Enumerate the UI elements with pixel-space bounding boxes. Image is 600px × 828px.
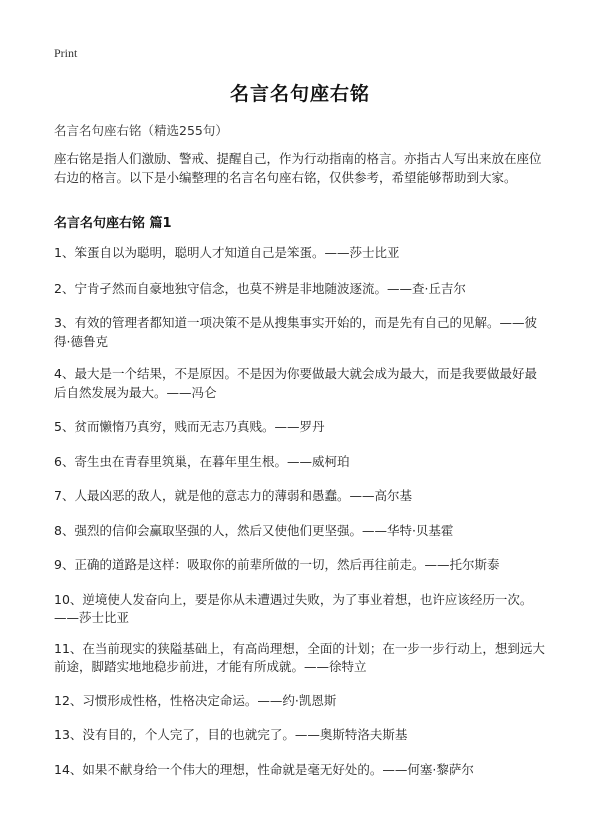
quote-item: 7、人最凶恶的敌人，就是他的意志力的薄弱和愚蠢。——高尔基 [54, 488, 412, 503]
quote-item: 4、最大是一个结果，不是原因。不是因为你要做最大就会成为最大，而是我要做最好最后自然发展为最大。——冯仑 [54, 366, 537, 400]
quote-list [54, 244, 548, 779]
page-title: 名言名句座右铭 [229, 83, 370, 105]
quote-item: 11、在当前现实的狭隘基础上，有高尚理想，全面的计划；在一步一步行动上，想到远大前途，脚踏实地地稳步前进，才能有所成就。——徐特立 [54, 640, 545, 674]
print-link[interactable]: Print [54, 46, 78, 60]
quote-item: 2、宁肯孑然而自豪地独守信念，也莫不辨是非地随波逐流。——查·丘吉尔 [54, 280, 466, 296]
quote-item: 14、如果不献身给一个伟大的理想，性命就是毫无好处的。——何塞·黎萨尔 [54, 761, 474, 777]
quote-item: 9、正确的道路是这样：吸取你的前辈所做的一切，然后再往前走。——托尔斯泰 [54, 557, 500, 572]
quote-item: 12、习惯形成性格，性格决定命运。——约·凯恩斯 [54, 692, 337, 708]
intro-paragraph: 座右铭是指人们激励、警戒、提醒自己，作为行动指南的格言。亦指古人写出来放在座位右边的格言。以下是小编整理的名言名句座右铭，仅供参考，希望能够帮助到大家。 [54, 151, 542, 185]
quote-item: 13、没有目的，个人完了，目的也就完了。——奥斯特洛夫斯基 [54, 727, 408, 742]
subtitle: 名言名句座右铭（精选255句） [54, 123, 228, 138]
quote-item: 5、贫而懒惰乃真穷，贱而无志乃真贱。——罗丹 [54, 419, 325, 434]
section-heading: 名言名句座右铭 篇1 [54, 216, 172, 231]
quote-item: 1、笨蛋自以为聪明，聪明人才知道自己是笨蛋。——莎士比亚 [54, 245, 400, 260]
quote-item: 8、强烈的信仰会赢取坚强的人，然后又使他们更坚强。——华特·贝基霍 [54, 522, 454, 538]
quote-item: 3、有效的管理者都知道一项决策不是从搜集事实开始的，而是先有自己的见解。——彼得·德鲁克 [54, 315, 537, 349]
quote-item: 10、逆境使人发奋向上，要是你从未遭遇过失败，为了事业着想，也许应该经历一次。——莎士比亚 [54, 591, 533, 625]
quote-item: 6、寄生虫在青春里筑巢，在暮年里生根。——威柯珀 [54, 453, 350, 469]
